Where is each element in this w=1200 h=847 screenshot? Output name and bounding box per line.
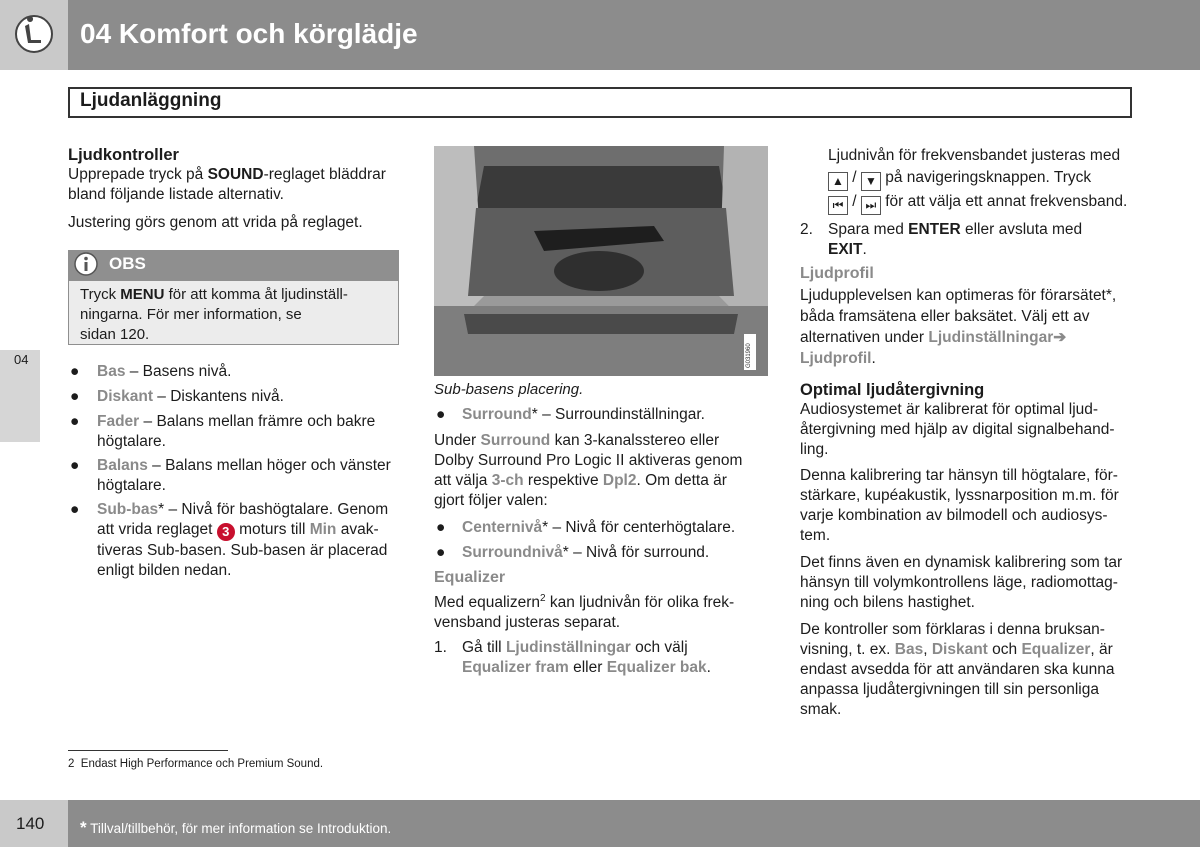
controls-paragraph: De kontroller som förklaras i denna bruksan- visning, t. ex. Bas, Diskant och Equalizer, är endast avsedda för att användaren ska kunna anpassa ljudåtergivningen till sin personliga smak.: [800, 621, 1115, 718]
bullet-dot: ●: [70, 413, 80, 430]
photo-caption: Sub-basens placering.: [434, 381, 584, 398]
bullet-dot: ●: [436, 544, 446, 561]
col1-paragraph-2: Justering görs genom att vrida på reglaget.: [68, 214, 363, 231]
step-1: Gå till Ljudinställningar och välj Equalizer fram eller Equalizer bak.: [462, 639, 711, 676]
optimal-heading: Optimal ljudåtergivning: [800, 381, 985, 399]
footnote: 2 Endast High Performance och Premium Sound.: [68, 758, 324, 770]
footer-text: * Tillval/tillbehör, för mer information se Introduktion.: [80, 818, 392, 837]
step-2: Spara med ENTER eller avsluta med EXIT.: [828, 221, 1083, 258]
arrow-right-icon: ➔: [1053, 329, 1067, 346]
down-arrow-icon: ▼: [861, 172, 881, 191]
col3-frequency-paragraph: Ljudnivån för frekvensbandet justeras med ▲ / ▼ på navigeringsknappen. Tryck ⏮ / ⏭ för att välja ett annat frekvensband.: [828, 145, 1148, 215]
bullet-centerniva: Centernivå* – Nivå för centerhögtalare.: [462, 519, 736, 536]
equalizer-heading: Equalizer: [434, 569, 506, 586]
bullet-surroundniva: Surroundnivå* – Nivå för surround.: [462, 544, 710, 561]
chapter-title: 04 Komfort och körglädje: [80, 18, 418, 49]
ljudprofil-paragraph: Ljudupplevelsen kan optimeras för förarsätet*, båda framsätena eller baksätet. Välj ett av alternativen under Ljudinställningar➔ Ljudprofil.: [800, 287, 1117, 367]
section-title: Ljudanläggning: [80, 90, 222, 111]
bullet-dot: ●: [70, 501, 80, 518]
bullet-surround: Surround* – Surroundinställningar.: [462, 406, 705, 423]
bullet-dot: ●: [70, 457, 80, 474]
up-arrow-icon: ▲: [828, 172, 848, 191]
col2-surround-paragraph: Under Surround kan 3-kanalsstereo eller Dolby Surround Pro Logic II aktiveras genom att välja 3-ch respektive Dpl2. Om detta är gjort följer valen:: [434, 432, 743, 509]
bullet-bas: Bas – Basens nivå.: [97, 363, 232, 380]
page-number: 140: [16, 814, 45, 833]
section-box: [68, 87, 1132, 118]
bullet-dot: ●: [70, 363, 80, 380]
equalizer-paragraph: Med equalizern$^2$ kan ljudnivån för olika frek- vensband justeras separat.: [434, 593, 735, 632]
bullet-dot: ●: [70, 388, 80, 405]
side-tab-label: 04: [14, 352, 29, 367]
optimal-paragraph: Audiosystemet är kalibrerat för optimal ljud- återgivning med hjälp av digital signalbehand- ling.: [800, 401, 1115, 458]
control-3-badge: 3: [217, 523, 235, 541]
bullet-subbas: Sub-bas* – Nivå för bashögtalare. Genom att vrida reglaget 3 moturs till Min avak- tiveras Sub-basen. Sub-basen är placerad enligt bilden nedan.: [97, 501, 389, 579]
ljudkontroller-heading: Ljudkontroller: [68, 146, 179, 164]
obs-text: Tryck MENU för att komma åt ljudinställ- ningarna. För mer information, se sidan 120.: [80, 286, 348, 343]
subwoofer-photo: [434, 146, 768, 376]
previous-track-icon: ⏮: [828, 196, 848, 215]
next-track-icon: ⏭: [861, 196, 881, 215]
bullet-diskant: Diskant – Diskantens nivå.: [97, 388, 284, 405]
bullet-fader: Fader – Balans mellan främre och bakre högtalare.: [97, 413, 376, 450]
step-2-number: 2.: [800, 221, 813, 238]
step-1-number: 1.: [434, 639, 447, 656]
footnote-rule: [68, 750, 228, 751]
calibration-paragraph: Denna kalibrering tar hänsyn till högtalare, för- stärkare, kupéakustik, lyssnarposition m.m. för varje kombination av bilmodell och audiosys- tem.: [800, 467, 1119, 544]
col1-paragraph-1: Upprepade tryck på SOUND-reglaget bläddrar bland följande listade alternativ.: [68, 166, 386, 203]
photo-code: G031960: [746, 343, 752, 368]
bullet-dot: ●: [436, 519, 446, 536]
info-icon: [74, 252, 98, 276]
obs-label: OBS: [109, 254, 146, 273]
bullet-balans: Balans – Balans mellan höger och vänster högtalare.: [97, 457, 391, 494]
ljudprofil-heading: Ljudprofil: [800, 265, 874, 282]
dynamic-paragraph: Det finns även en dynamisk kalibrering som tar hänsyn till volymkontrollens läge, radiomottag- ning och bilens hastighet.: [800, 554, 1123, 611]
seat-icon: [14, 14, 54, 54]
bullet-dot: ●: [436, 406, 446, 423]
